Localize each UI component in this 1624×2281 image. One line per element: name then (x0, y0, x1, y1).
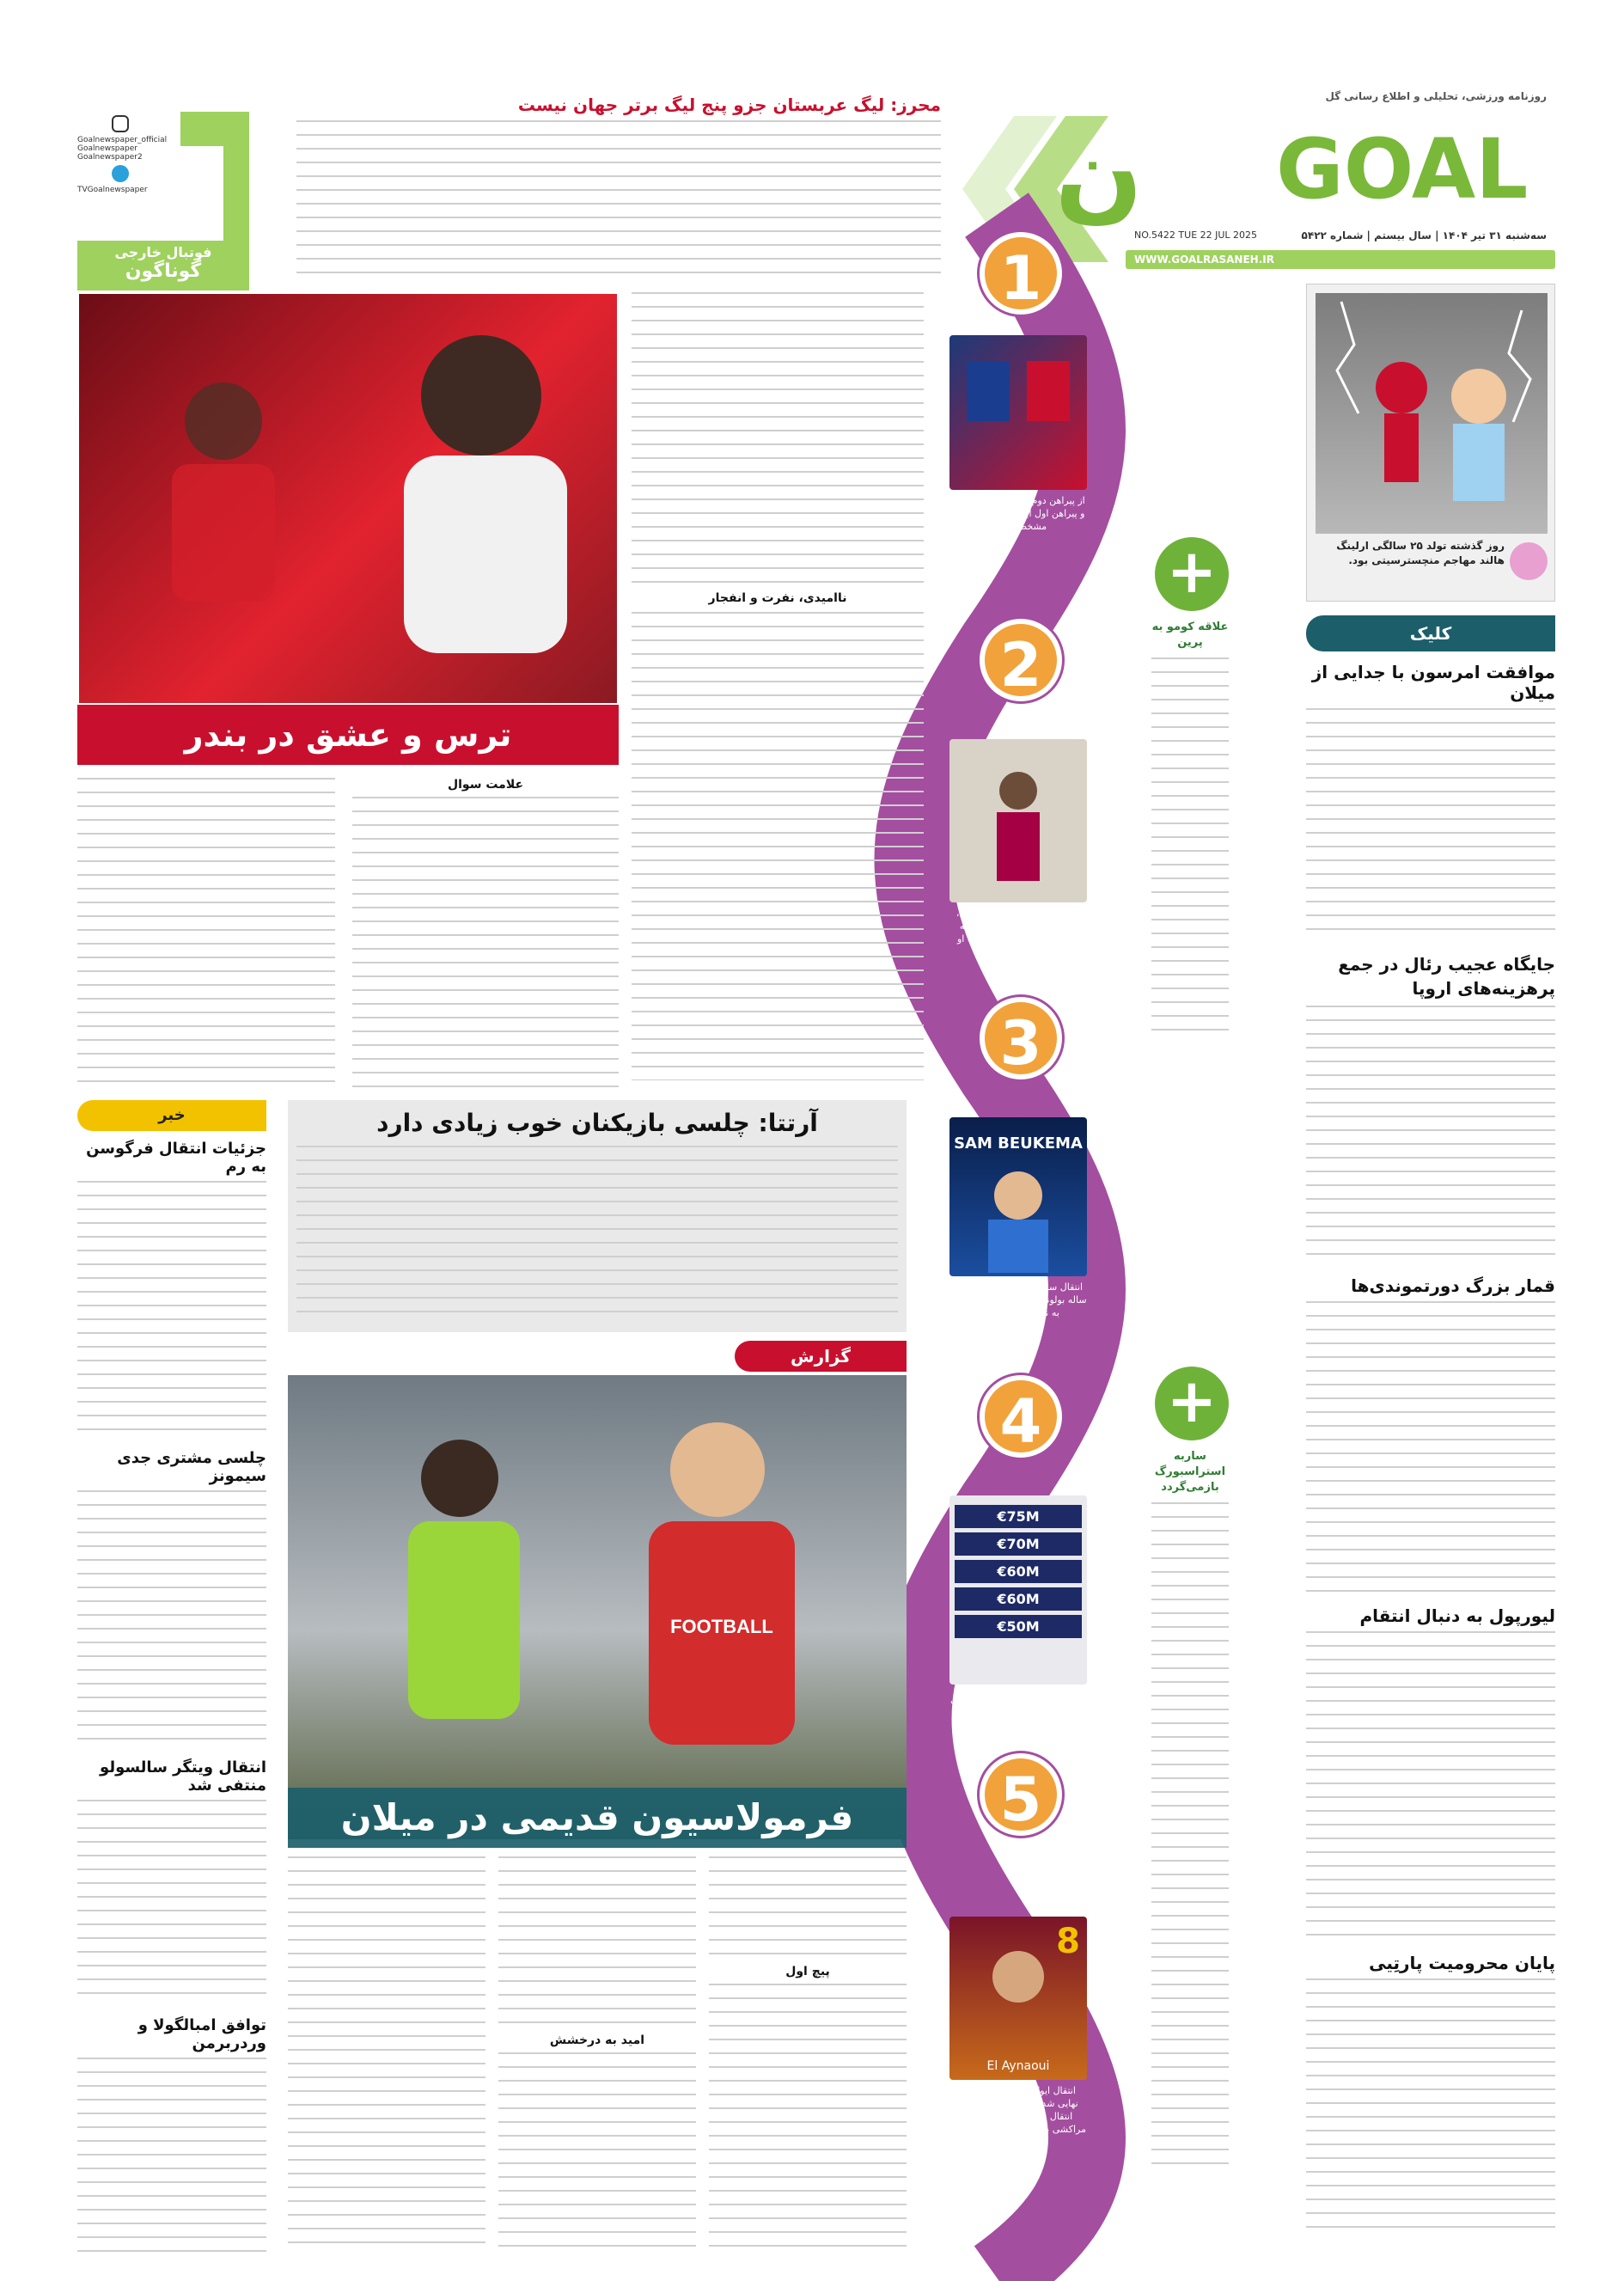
timeline-number-2: 2 (980, 619, 1062, 701)
player-name-3: SAM BEUKEMA (954, 1134, 1083, 1153)
khabar-title-2: چلسی مشتری جدی سیمونز (117, 1449, 266, 1485)
social-handle-2[interactable]: Goalnewspaper (77, 144, 137, 153)
click-title-5: پایان محرومیت پارتِیی (1369, 1953, 1555, 1973)
click-body-2 (1306, 1006, 1555, 1263)
timeline-caption-5: انتقال ایول العینوی به اس رم نهایی شد و جالب‌ترین رم برای انتقال هافبک میانی ۲۴ ساله مراکشی به مبلغ ۲۳ میلیون یورو به ۱۰ میلیون (950, 2085, 1086, 2148)
timeline-item-4 (945, 1375, 1091, 1736)
plus-note-body-1 (1151, 657, 1229, 1036)
khabar-title-3: انتقال ویتگر سالسولو منتفی شد (100, 1758, 266, 1795)
timeline-number-3: 3 (980, 997, 1062, 1079)
value-row: €50M (955, 1615, 1082, 1638)
click-body-4 (1306, 1631, 1555, 1941)
milan-subhead-2: امید به درخشش (549, 2033, 645, 2047)
click-column (1306, 662, 1555, 2252)
eintracht-body-4 (352, 797, 619, 1089)
milan-body-4 (498, 2052, 696, 2250)
instagram-icon[interactable] (112, 115, 129, 132)
click-banner (1306, 615, 1555, 651)
click-title-1: موافقت امرسون با جدایی از میلان (1311, 662, 1555, 703)
jersey-sponsor-text: FOOTBALL (670, 1616, 773, 1637)
khabar-title-1: جزئیات انتقال فرگوسن به رم (86, 1140, 266, 1176)
value-row: €60M (955, 1560, 1082, 1583)
timeline-caption-4: ارزشمندترین مدافعان جهان فوتبال جهان در سال ۲۰۲۵. (949, 1694, 1087, 1718)
khabar-label: خبر (158, 1106, 186, 1124)
timeline-item-3 (945, 997, 1091, 1358)
plus-note-title-1: علاقه کومو به پرین (1151, 621, 1229, 649)
date-line: سه‌شنبه ۳۱ تیر ۱۴۰۴ | سال بیستم | شماره ۵۴۲۲ (1301, 229, 1547, 242)
arteta-box (288, 1100, 907, 1332)
timeline-photo-1 (949, 335, 1087, 490)
timeline-item-2 (945, 619, 1091, 980)
value-row: €60M (955, 1587, 1082, 1611)
timeline-caption-3: انتقال سام بیکما مدافع هلندی ۲۶ ساله بولونیا به مبلغ ۳۱ میلیون یورو به ناپولی رسمی شد. (949, 1281, 1087, 1318)
timeline-photo-5 (949, 1917, 1087, 2080)
section-stripe-icon (172, 112, 249, 241)
milan-subhead-1: پیچ اول (785, 1965, 830, 1978)
eintracht-subhead-2: علامت سوال (447, 778, 524, 792)
side-tab (77, 112, 249, 292)
timeline-item-5 (945, 1753, 1091, 2252)
eintracht-body-1 (632, 292, 924, 584)
cartoon-caption: روز گذشته تولد ۲۵ سالگی ارلینگ هالند مهاجم منچسترسیتی بود. (1336, 540, 1505, 566)
timeline-photo-2 (949, 739, 1087, 902)
website-bar (1126, 250, 1555, 269)
click-title-2: جایگاه عجیب رئال در جمع پرهزینه‌های اروپا (1338, 954, 1555, 999)
tagline: روزنامه ورزشی، تحلیلی و اطلاع رسانی گل (1325, 90, 1547, 102)
milan-text (288, 1856, 907, 2252)
section-label: فوتبال خارجی (114, 244, 212, 260)
khabar-body-1 (77, 1181, 266, 1439)
click-title-4: لیورپول به دنبال انتقام (1359, 1605, 1555, 1626)
milan-headline-banner (288, 1788, 907, 1848)
social-handle-1[interactable]: Goalnewspaper_official (77, 136, 168, 144)
jersey-number-5: 8 (1056, 1922, 1080, 1961)
milan-body-2 (709, 1984, 907, 2250)
khabar-body-2 (77, 1490, 266, 1748)
social-handle-4[interactable]: TVGoalnewspaper (77, 186, 148, 194)
khabar-body-3 (77, 1800, 266, 2006)
arteta-body (296, 1146, 898, 1318)
eintracht-body-2 (632, 612, 924, 1080)
emoji-icon (1510, 542, 1548, 580)
timeline-number-4: 4 (980, 1375, 1062, 1458)
timeline-photo-4 (949, 1495, 1087, 1685)
khabar-column (77, 1140, 266, 2252)
value-row: €70M (955, 1532, 1082, 1556)
report-label: گزارش (790, 1346, 852, 1367)
plus-note-1 (1151, 537, 1229, 1053)
svg-text:GOAL: GOAL (1276, 121, 1529, 217)
eintracht-headline-banner (77, 705, 619, 765)
website-url[interactable]: WWW.GOALRASANEH.IR (1134, 254, 1274, 266)
masthead (1054, 82, 1555, 288)
eintracht-body-3 (77, 778, 335, 1092)
eintracht-text-col-2 (77, 778, 619, 1092)
timeline-item-1 (945, 232, 1091, 559)
plus-icon: + (1155, 537, 1229, 611)
issue-number: NO.5422 TUE 22 JUL 2025 (1134, 229, 1258, 241)
click-banner-label: کلیک (1409, 623, 1452, 644)
timeline-photo-3 (949, 1117, 1087, 1276)
report-label-box (735, 1341, 907, 1372)
khabar-label-box (77, 1100, 266, 1131)
timeline-caption-2: یکی از هنرمندان شهر بارسلون، نقاشی مارکوس رشفورد را به زیبایی روی دیوار کشیده و به او خوشامد گفت. (955, 908, 1081, 957)
cartoon-image (1316, 293, 1548, 534)
click-body-3 (1306, 1301, 1555, 1593)
top-story-body (296, 120, 941, 284)
logo-goal (1054, 107, 1555, 234)
cartoon-box (1306, 284, 1555, 602)
milan-photo (288, 1375, 907, 1839)
player-name-5: El Aynaoui (986, 2059, 1050, 2073)
khabar-body-4 (77, 2058, 266, 2264)
khabar-title-4: توافق امبالگولا و وردربرمن (137, 2016, 266, 2052)
eintracht-photo (77, 292, 619, 705)
milan-headline: فرمولاسیون قدیمی در میلان (340, 1796, 854, 1838)
milan-body-3 (498, 1856, 696, 2028)
value-row: €75M (955, 1505, 1082, 1528)
click-body-1 (1306, 708, 1555, 940)
plus-note-body-2 (1151, 1502, 1229, 2173)
timeline-caption-1: از پیراهن دوم آرسنال رونمایی شد و پیراهن اول این تیم هم در تصویر مشخص است. (951, 495, 1085, 532)
timeline-number-5: 5 (980, 1753, 1062, 1836)
eintracht-headline: ترس و عشق در بندر (184, 716, 512, 754)
svg-text:ن: ن (1054, 114, 1143, 234)
section-label-box (77, 241, 249, 292)
eintracht-text-col-1 (632, 292, 924, 1092)
timeline-number-1: 1 (980, 232, 1062, 315)
telegram-icon[interactable] (112, 165, 129, 182)
top-story-title: محرز: لیگ عربستان جزو پنج لیگ برتر جهان نیست (517, 95, 941, 115)
milan-body-1 (709, 1856, 907, 1960)
social-panel (77, 112, 168, 241)
section-sub: گوناگون (125, 260, 202, 282)
plus-icon: + (1155, 1367, 1229, 1440)
click-title-3: قمار بزرگ دورتموندی‌ها (1351, 1275, 1555, 1296)
social-handle-3[interactable]: Goalnewspaper2 (77, 153, 143, 162)
plus-note-title-2: ساربه استراسبورگ بازمی‌گردد (1154, 1450, 1226, 1494)
click-body-5 (1306, 1978, 1555, 2236)
milan-body-5 (288, 1856, 485, 2252)
top-story (296, 95, 941, 284)
eintracht-subhead-1: ناامیدی، نفرت و انفجار (708, 591, 847, 605)
arteta-headline: آرتتا: چلسی بازیکنان خوب زیادی دارد (376, 1109, 818, 1137)
plus-note-2 (1151, 1367, 1229, 2226)
